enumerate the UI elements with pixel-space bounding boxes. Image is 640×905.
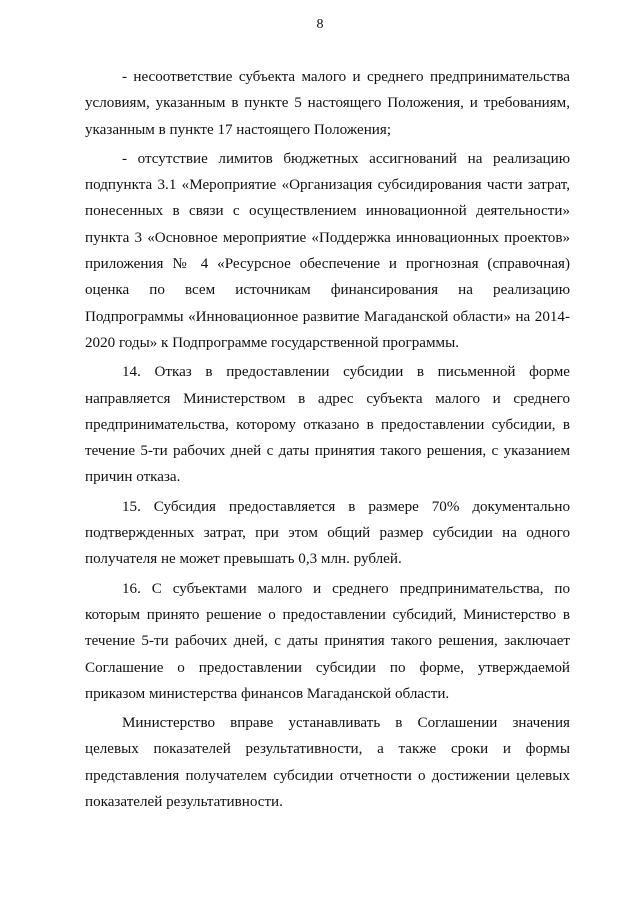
paragraph-target-indicators: Министерство вправе устанавливать в Соглашении значения целевых показателей результативности, а также сроки и формы представления получателем субсидии отчетности о достижении целевых показателей результативности. — [85, 715, 570, 811]
paragraph-clause-14: 14. Отказ в предоставлении субсидии в письменной форме направляется Министерством в адрес субъекта малого и среднего предпринимательства, которому отказано в предоставлении субсидии, в течение 5-ти рабочих дней с даты принятия такого решения, с указанием причин отказа. — [85, 364, 570, 486]
document-body — [85, 64, 570, 815]
paragraph-item-no-budget-limits: - отсутствие лимитов бюджетных ассигнований на реализацию подпункта 3.1 «Мероприятие «Организация субсидирования части затрат, понесенных в связи с осуществлением инновационной деятельности» пункта 3 «Основное мероприятие «Поддержка инновационных проектов» приложения № 4 «Ресурсное обеспечение и прогнозная (справочная) оценка по всем источникам финансирования на реализацию Подпрограммы «Инновационное развитие Магаданской области» на 2014-2020 годы» к Подпрограмме государственной программы. — [85, 150, 570, 351]
page-number: 8 — [316, 17, 324, 32]
paragraph-item-mismatch: - несоответствие субъекта малого и среднего предпринимательства условиям, указанным в пункте 5 настоящего Положения, и требованиям, указанным в пункте 17 настоящего Положения; — [85, 69, 570, 138]
paragraph-clause-15: 15. Субсидия предоставляется в размере 70% документально подтвержденных затрат, при этом общий размер субсидии на одного получателя не может превышать 0,3 млн. рублей. — [85, 498, 570, 568]
paragraph-clause-16: 16. С субъектами малого и среднего предпринимательства, по которым принято решение о предоставлении субсидий, Министерство в течение 5-ти рабочих дней, с даты принятия такого решения, заключает Соглашение о предоставлении субсидии по форме, утверждаемой приказом министерства финансов Магаданской области. — [85, 580, 570, 702]
